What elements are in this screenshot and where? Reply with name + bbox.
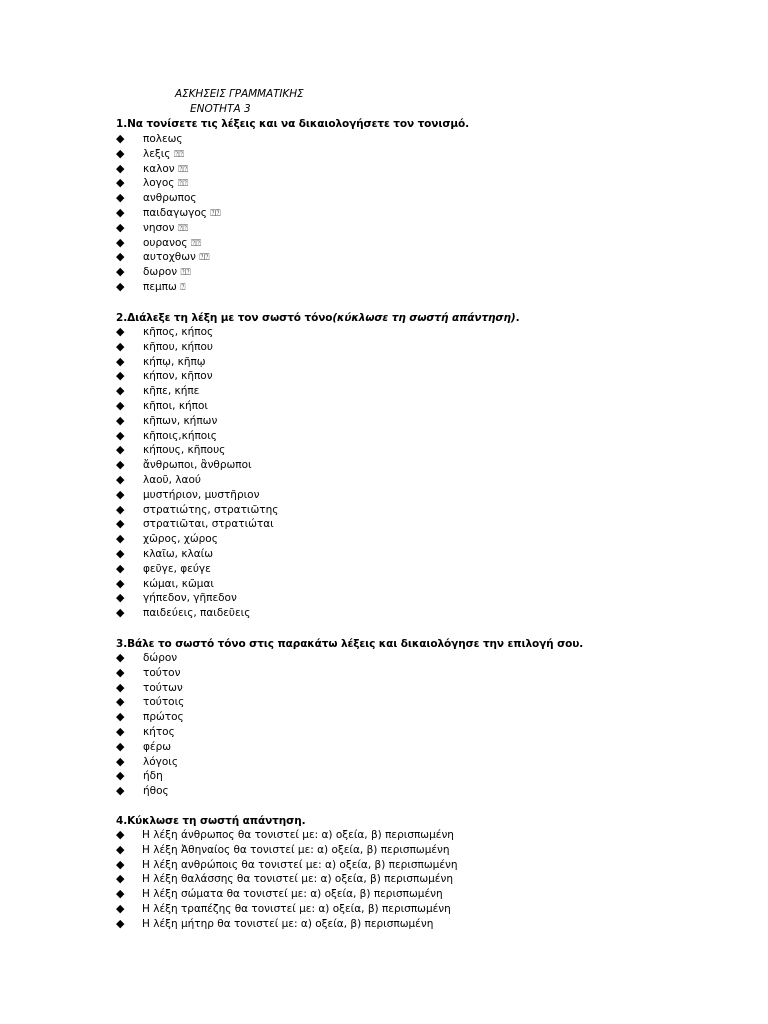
word-pair: λαοῦ, λαού [143,473,201,486]
diamond-bullet-icon: ◆ [116,235,125,249]
diamond-bullet-icon: ◆ [116,339,125,353]
list-item [116,473,278,488]
unit-title: ΕΝΟΤΗΤΑ 3 [190,103,251,115]
missing-glyph-icon: ⍰⍰ [199,253,210,264]
diamond-bullet-icon: ◆ [116,325,125,338]
list-item [116,887,458,902]
list-item [116,369,278,384]
missing-glyph-icon: ⍰⍰ [173,149,184,160]
diamond-bullet-icon: ◆ [116,532,125,546]
diamond-bullet-icon: ◆ [116,191,125,205]
diamond-bullet-icon: ◆ [116,576,125,590]
list-item [116,443,278,458]
diamond-bullet-icon: ◆ [116,665,125,679]
exercise-1-heading: 1.Να τονίσετε τις λέξεις και να δικαιολογήσετε τον τονισμό. [116,118,470,130]
missing-glyph-icon: ⍰⍰ [190,238,201,249]
list-item [116,784,184,799]
diamond-bullet-icon: ◆ [116,916,125,930]
diamond-bullet-icon: ◆ [116,384,125,398]
question-text: Η λέξη θαλάσσης θα τονιστεί με: α) οξεία, β) περισπωμένη [142,873,453,886]
question-text: Η λέξη σώματα θα τονιστεί με: α) οξεία, β) περισπωμένη [142,888,443,901]
worksheet-title: ΑΣΚΗΣΕΙΣ ΓΡΑΜΜΑΤΙΚΗΣ [175,88,304,100]
list-item [116,384,278,399]
word: λεξις [143,147,171,160]
word-pair: γήπεδον, γῆπεδον [143,592,237,605]
list-item [116,651,184,666]
diamond-bullet-icon: ◆ [116,901,125,915]
list-item [116,710,184,725]
diamond-bullet-icon: ◆ [116,132,125,145]
word: τούτων [143,681,183,694]
list-item [116,872,458,887]
word: φέρω [143,740,172,753]
list-item [116,547,278,562]
word: τούτοις [143,696,185,709]
word-pair: μυστήριον, μυστῆριον [143,488,260,501]
missing-glyph-icon: ⍰⍰ [177,179,188,190]
list-item [116,681,184,696]
diamond-bullet-icon: ◆ [116,857,125,871]
word: τούτον [143,666,181,679]
list-item [116,917,458,932]
list-item [116,280,220,295]
word-pair: κῆπου, κήπου [143,340,214,353]
list-item [116,221,220,236]
exercise-2-list [116,325,278,621]
diamond-bullet-icon: ◆ [116,754,125,768]
word-pair: στρατιῶται, στρατιώται [143,518,274,531]
list-item [116,591,278,606]
diamond-bullet-icon: ◆ [116,842,125,856]
word: ουρανος [143,236,188,249]
list-item [116,162,220,177]
exercise-2-heading-end: . [515,312,520,324]
list-item [116,562,278,577]
word: πρώτος [143,711,184,724]
diamond-bullet-icon: ◆ [116,443,125,457]
exercise-4-heading: 4.Κύκλωσε τη σωστή απάντηση. [116,815,306,827]
missing-glyph-icon: ⍰⍰ [177,164,188,175]
list-item [116,532,278,547]
diamond-bullet-icon: ◆ [116,176,125,190]
diamond-bullet-icon: ◆ [116,872,125,886]
diamond-bullet-icon: ◆ [116,710,125,724]
list-item [116,843,458,858]
diamond-bullet-icon: ◆ [116,472,125,486]
word: ανθρωπος [143,192,197,205]
diamond-bullet-icon: ◆ [116,487,125,501]
diamond-bullet-icon: ◆ [116,146,125,160]
word: καλον [143,162,175,175]
question-text: Η λέξη άνθρωπος θα τονιστεί με: α) οξεία, β) περισπωμένη [142,829,454,841]
diamond-bullet-icon: ◆ [116,517,125,531]
diamond-bullet-icon: ◆ [116,591,125,605]
word: δωρον [143,266,178,279]
word-pair: κῆπε, κήπε [143,385,200,398]
list-item [116,828,458,843]
list-item [116,755,184,770]
word-pair: κώμαι, κῶμαι [143,577,214,590]
diamond-bullet-icon: ◆ [116,680,125,694]
missing-glyph-icon: ⍰ [180,282,186,293]
word-pair: ἄνθρωποι, ἂνθρωποι [143,459,252,472]
diamond-bullet-icon: ◆ [116,828,125,841]
list-item [116,503,278,518]
exercise-4-list [116,828,458,932]
diamond-bullet-icon: ◆ [116,769,125,783]
list-item [116,769,184,784]
list-item [116,517,278,532]
list-item [116,132,220,147]
list-item [116,206,220,221]
exercise-2-heading-main: 2.Διάλεξε τη λέξη με τον σωστό τόνο [116,312,333,324]
list-item [116,577,278,592]
question-text: Η λέξη ανθρώποις θα τονιστεί με: α) οξεία, β) περισπωμένη [142,858,458,871]
diamond-bullet-icon: ◆ [116,561,125,575]
list-item [116,606,278,621]
word-pair: παιδεύεις, παιδεῦεις [143,607,251,620]
diamond-bullet-icon: ◆ [116,398,125,412]
word-pair: φεῦγε, φεύγε [143,562,211,575]
word-pair: κήπους, κῆπους [143,444,226,457]
question-text: Η λέξη τραπέζης θα τονιστεί με: α) οξεία, β) περισπωμένη [142,902,451,915]
list-item [116,695,184,710]
word: λόγοις [143,755,178,768]
diamond-bullet-icon: ◆ [116,205,125,219]
list-item [116,414,278,429]
list-item [116,740,184,755]
diamond-bullet-icon: ◆ [116,546,125,560]
exercise-2-heading-instruction: (κύκλωσε τη σωστή απάντηση) [332,312,516,324]
diamond-bullet-icon: ◆ [116,458,125,472]
exercise-3-list [116,651,184,799]
word-pair: κῆποι, κήποι [143,399,208,412]
word: πολεως [143,133,183,145]
diamond-bullet-icon: ◆ [116,265,125,279]
word: πεμπω [143,280,177,293]
list-item [116,399,278,414]
word-pair: στρατιώτης, στρατιῶτης [143,503,279,516]
list-item [116,902,458,917]
word-pair: κλαῖω, κλαίω [143,547,214,560]
word: λογος [143,177,175,190]
diamond-bullet-icon: ◆ [116,413,125,427]
list-item [116,488,278,503]
list-item [116,429,278,444]
list-item [116,725,184,740]
list-item [116,191,220,206]
diamond-bullet-icon: ◆ [116,695,125,709]
word-pair: κῆπων, κήπων [143,414,218,427]
diamond-bullet-icon: ◆ [116,724,125,738]
list-item [116,458,278,473]
diamond-bullet-icon: ◆ [116,606,125,620]
word-pair: κήπῳ, κῆπῳ [143,355,206,368]
diamond-bullet-icon: ◆ [116,784,125,798]
word: ήδη [143,770,163,783]
missing-glyph-icon: ⍰⍰ [180,268,191,279]
diamond-bullet-icon: ◆ [116,279,125,293]
list-item [116,250,220,265]
diamond-bullet-icon: ◆ [116,887,125,901]
diamond-bullet-icon: ◆ [116,739,125,753]
list-item [116,355,278,370]
word: νησον [143,221,175,234]
diamond-bullet-icon: ◆ [116,651,125,664]
list-item [116,666,184,681]
diamond-bullet-icon: ◆ [116,161,125,175]
diamond-bullet-icon: ◆ [116,502,125,516]
exercise-3-heading: 3.Βάλε το σωστό τόνο στις παρακάτω λέξεις και δικαιολόγησε την επιλογή σου. [116,638,584,650]
list-item [116,340,278,355]
word: παιδαγωγος [143,206,207,219]
list-item [116,236,220,251]
word-pair: χῶρος, χώρος [143,533,218,546]
word-pair: κῆπος, κήπος [143,326,214,338]
diamond-bullet-icon: ◆ [116,428,125,442]
word-pair: κῆποις,κήποις [143,429,217,442]
word-pair: κήπον, κῆπον [143,370,213,383]
missing-glyph-icon: ⍰⍰ [210,208,221,219]
diamond-bullet-icon: ◆ [116,220,125,234]
word: κήτος [143,725,175,738]
missing-glyph-icon: ⍰⍰ [177,223,188,234]
list-item [116,858,458,873]
word: ήθος [143,785,169,798]
diamond-bullet-icon: ◆ [116,250,125,264]
question-text: Η λέξη μήτηρ θα τονιστεί με: α) οξεία, β) περισπωμένη [142,917,434,930]
word: δώρον [143,652,178,664]
list-item [116,176,220,191]
diamond-bullet-icon: ◆ [116,369,125,383]
list-item [116,265,220,280]
list-item [116,325,278,340]
word: αυτοχθων [143,251,196,264]
diamond-bullet-icon: ◆ [116,354,125,368]
exercise-2-heading [116,312,519,324]
list-item [116,147,220,162]
question-text: Η λέξη Ἀθηναίος θα τονιστεί με: α) οξεία, β) περισπωμένη [142,843,450,856]
exercise-1-list [116,132,220,295]
